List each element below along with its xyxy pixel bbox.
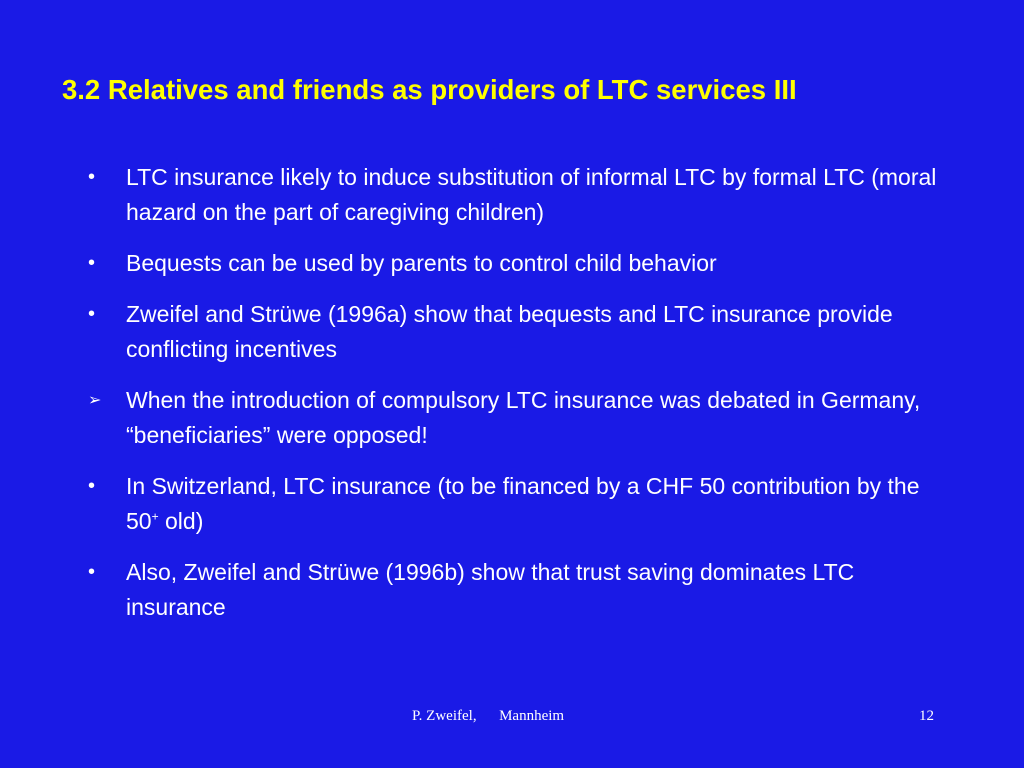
bullet-text-before: In Switzerland, LTC insurance (to be financed by a CHF 50 contribution by the 50 — [126, 473, 920, 534]
bullet-text: Bequests can be used by parents to control child behavior — [126, 250, 717, 276]
bullet-dot-icon: • — [88, 475, 96, 497]
bullet-text: LTC insurance likely to induce substitution of informal LTC by formal LTC (moral hazard on the part of caregiving children) — [126, 164, 937, 225]
bullet-item — [88, 246, 948, 281]
bullet-dot-icon: • — [88, 166, 96, 188]
bullet-list — [88, 160, 948, 641]
bullet-text — [126, 473, 920, 534]
bullet-dot-icon: • — [88, 252, 96, 274]
page-number: 12 — [919, 708, 934, 724]
bullet-text: When the introduction of compulsory LTC insurance was debated in Germany, “beneficiaries” were opposed! — [126, 387, 921, 448]
bullet-dot-icon: • — [88, 303, 96, 325]
bullet-item — [88, 297, 948, 367]
slide-title: 3.2 Relatives and friends as providers of LTC services III — [62, 74, 797, 105]
bullet-item — [88, 383, 948, 453]
footer-author: P. Zweifel, Mannheim — [412, 708, 565, 724]
bullet-dot-icon: • — [88, 561, 96, 583]
superscript-plus: + — [151, 509, 159, 524]
bullet-text: Zweifel and Strüwe (1996a) show that bequests and LTC insurance provide conflicting incentives — [126, 301, 893, 362]
bullet-item — [88, 160, 948, 230]
bullet-item — [88, 469, 948, 539]
bullet-text: Also, Zweifel and Strüwe (1996b) show that trust saving dominates LTC insurance — [126, 559, 855, 620]
bullet-text-after: old) — [158, 508, 204, 534]
arrow-bullet-icon: ➢ — [88, 392, 102, 409]
bullet-item — [88, 555, 948, 625]
